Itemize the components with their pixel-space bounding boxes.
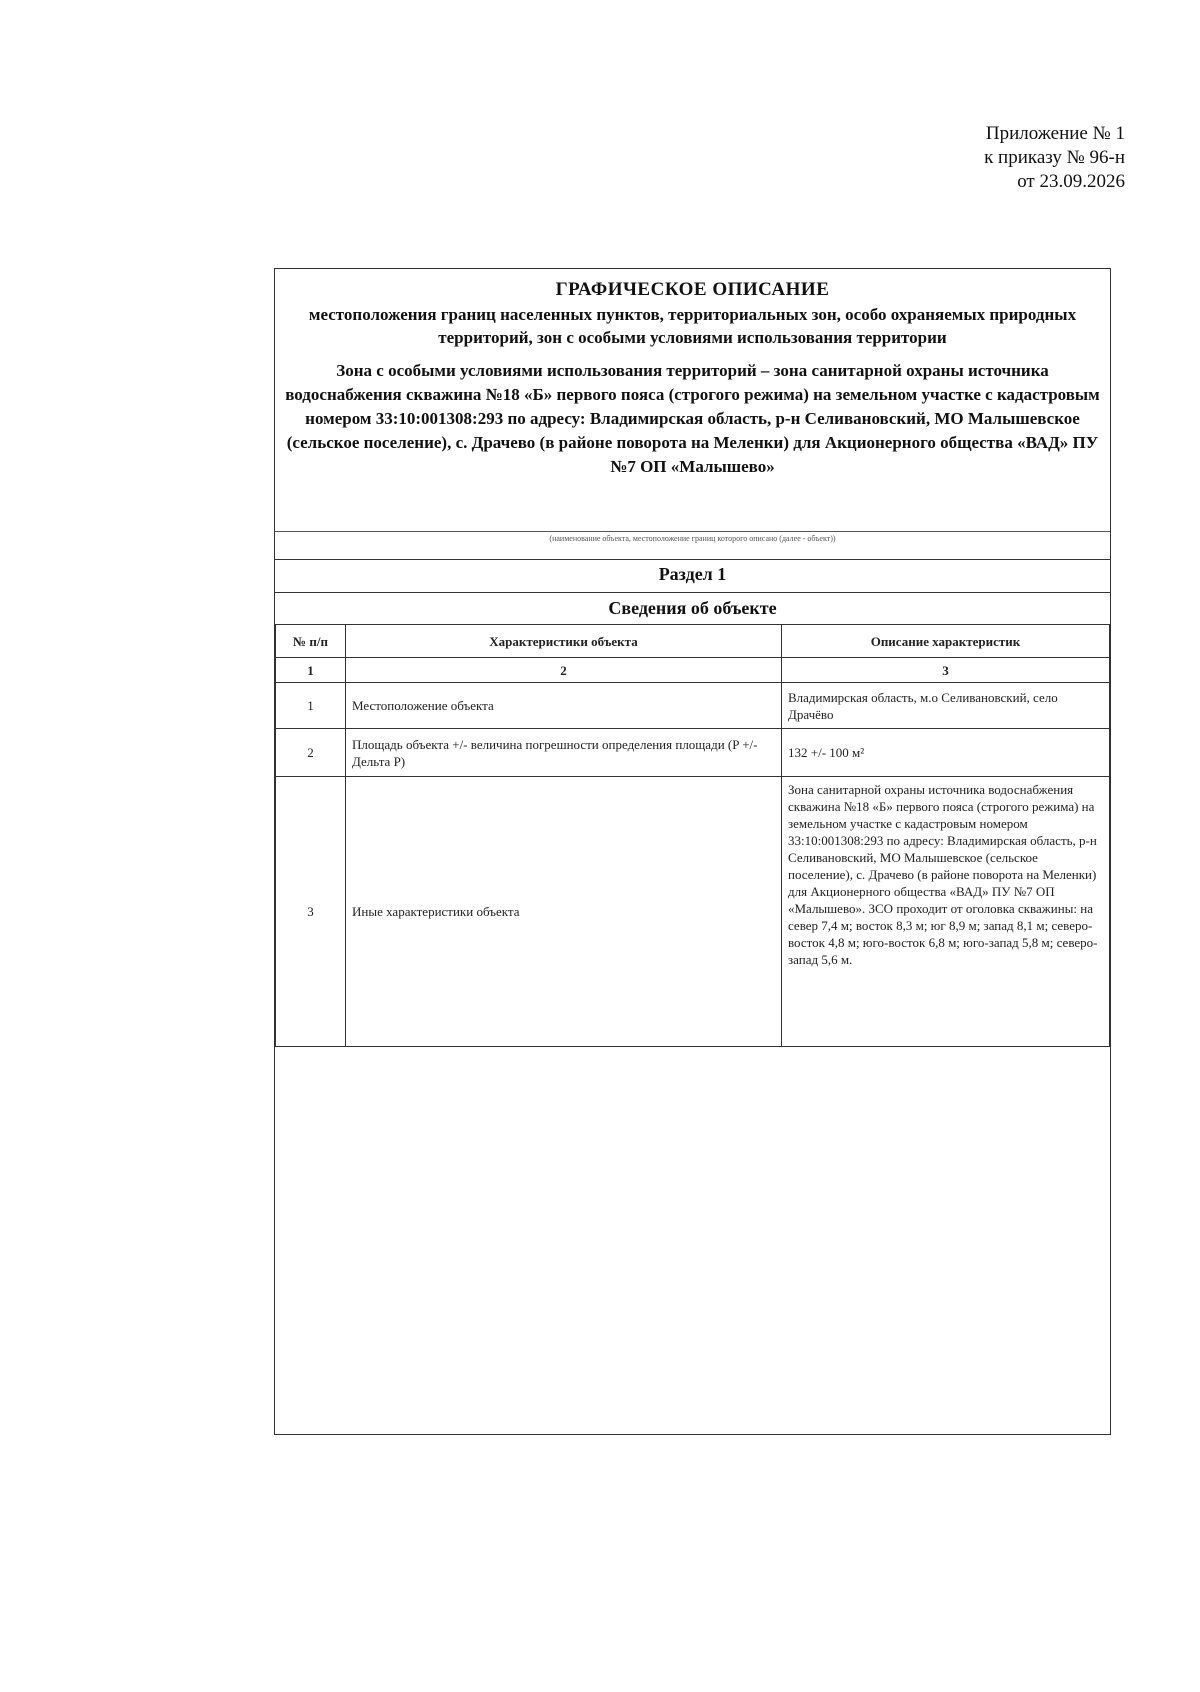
row-number: 2 [276,729,346,777]
appendix-note [984,122,1125,194]
object-info-table [275,624,1110,1047]
row-characteristic: Местоположение объекта [346,683,782,729]
row-number: 3 [276,777,346,1047]
row-description: 132 +/- 100 м² [782,729,1110,777]
column-number-3: 3 [782,658,1110,683]
row-characteristic: Площадь объекта +/- величина погрешности определения площади (P +/- Дельта P) [346,729,782,777]
object-caption: (наименование объекта, местоположение границ которого описано (далее - объект)) [549,534,836,543]
appendix-date: от 23.09.2026 [1017,171,1125,192]
appendix-line-1: Приложение № 1 [985,123,1125,144]
zone-description: Зона с особыми условиями использования территорий – зона санитарной охраны источника водоснабжения скважина №18 «Б» первого пояса (строгого режима) на земельном участке с кадастровым номером 33:10:001308:293 по адресу: Владимирская область, р-н Селивановский, МО Малышевское (сельское поселение), с. Драчево (в районе поворота на Меленки) для Акционерного общества «ВАД» ПУ №7 ОП «Малышево» [285,361,1100,476]
appendix-order-number: к приказу № 96-н [984,147,1125,168]
header-characteristics: Характеристики объекта [346,625,782,658]
header-number: № п/п [276,625,346,658]
table-row [276,683,1110,729]
document-title: ГРАФИЧЕСКОЕ ОПИСАНИЕ [555,279,830,300]
row-description: Зона санитарной охраны источника водоснабжения скважина №18 «Б» первого пояса (строгого режима) на земельном участке с кадастровым номером 33:10:001308:293 по адресу: Владимирская область, р-н Селивановский, МО Малышевское (сельское поселение), с. Драчево (в районе поворота на Меленки) для Акционерного общества «ВАД» ПУ №7 ОП «Малышево». ЗСО проходит от оголовка скважины: на север 7,4 м; восток 8,3 м; юг 8,9 м; запад 8,1 м; северо-восток 4,8 м; юго-восток 6,8 м; юго-запад 5,8 м; северо-запад 5,6 м. [782,777,1110,1047]
section-subtitle: Сведения об объекте [608,598,777,618]
table-row [276,729,1110,777]
row-number: 1 [276,683,346,729]
section-divider-middle [275,592,1110,593]
section-title: Раздел 1 [658,564,727,584]
section-divider-top [275,559,1110,560]
document-subtitle: местоположения границ населенных пунктов, территориальных зон, особо охраняемых природных территорий, зон с особыми условиями использования территории [308,305,1077,347]
caption-divider [275,531,1110,532]
title-block [275,279,1110,479]
row-description: Владимирская область, м.о Селивановский, село Драчёво [782,683,1110,729]
table-column-numbers-row [276,658,1110,683]
column-number-2: 2 [346,658,782,683]
column-number-1: 1 [276,658,346,683]
document-frame [274,268,1111,1435]
table-row [276,777,1110,1047]
row-characteristic: Иные характеристики объекта [346,777,782,1047]
table-header-row [276,625,1110,658]
header-description: Описание характеристик [782,625,1110,658]
